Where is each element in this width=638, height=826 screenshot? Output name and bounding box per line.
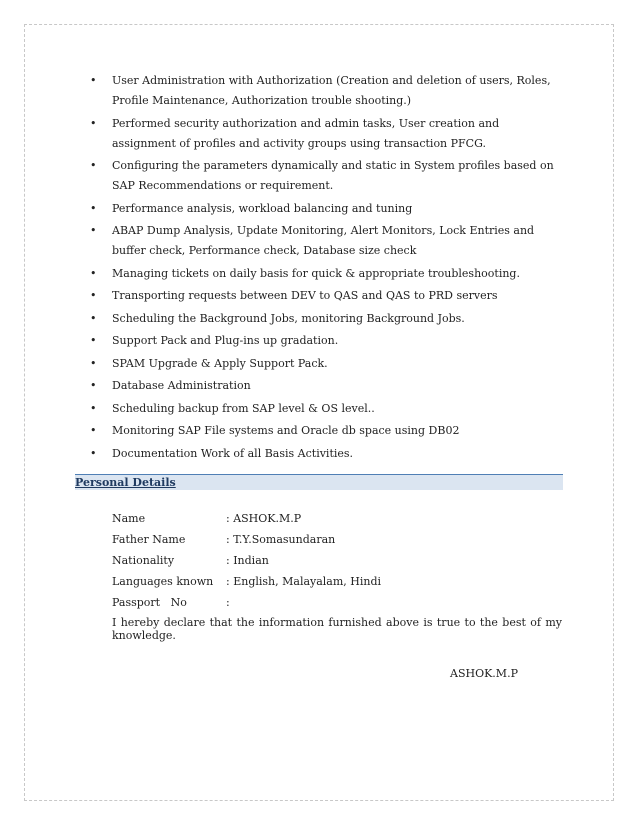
declaration-text: I hereby declare that the information furnished above is true to the best of my knowledge. [112, 616, 562, 642]
detail-value: : [226, 596, 230, 609]
responsibilities-list [84, 71, 562, 466]
detail-value: : T.Y.Somasundaran [226, 533, 336, 546]
list-item: • Documentation Work of all Basis Activities. [84, 444, 562, 464]
list-item: • Support Pack and Plug-ins up gradation. [84, 331, 562, 351]
list-item: • Transporting requests between DEV to QAS and QAS to PRD servers [84, 286, 562, 306]
list-item: • Scheduling the Background Jobs, monitoring Background Jobs. [84, 309, 562, 329]
personal-details [112, 508, 381, 613]
detail-row-languages [112, 571, 381, 592]
list-item: • Performance analysis, workload balancing and tuning [84, 199, 562, 219]
detail-row-father-name [112, 529, 381, 550]
list-item: • Scheduling backup from SAP level & OS level.. [84, 399, 562, 419]
detail-value: : Indian [226, 554, 269, 567]
detail-label: Nationality [112, 554, 175, 567]
list-item: • ABAP Dump Analysis, Update Monitoring, Alert Monitors, Lock Entries and buffer check, Performance check, Database size check [84, 221, 562, 261]
detail-label: Name [112, 512, 146, 525]
detail-value: : English, Malayalam, Hindi [226, 575, 382, 588]
detail-row-passport [112, 592, 381, 613]
list-item: • Managing tickets on daily basis for quick & appropriate troubleshooting. [84, 264, 562, 284]
detail-row-nationality [112, 550, 381, 571]
section-header-personal-details: Personal Details [75, 475, 563, 490]
list-item: • Database Administration [84, 376, 562, 396]
detail-label: Father Name [112, 533, 186, 546]
signature-name: ASHOK.M.P [450, 667, 518, 680]
detail-label: Languages known [112, 575, 214, 588]
detail-label: Passport No [112, 596, 187, 609]
detail-row-name [112, 508, 381, 529]
list-item: • Monitoring SAP File systems and Oracle db space using DB02 [84, 421, 562, 441]
detail-value: : ASHOK.M.P [226, 512, 302, 525]
list-item: • User Administration with Authorization (Creation and deletion of users, Roles, Profile Maintenance, Authorization trouble shooting.) [84, 71, 562, 111]
list-item: • Configuring the parameters dynamically and static in System profiles based on SAP Recommendations or requirement. [84, 156, 562, 196]
list-item: • SPAM Upgrade & Apply Support Pack. [84, 354, 562, 374]
list-item: • Performed security authorization and admin tasks, User creation and assignment of profiles and activity groups using transaction PFCG. [84, 114, 562, 154]
